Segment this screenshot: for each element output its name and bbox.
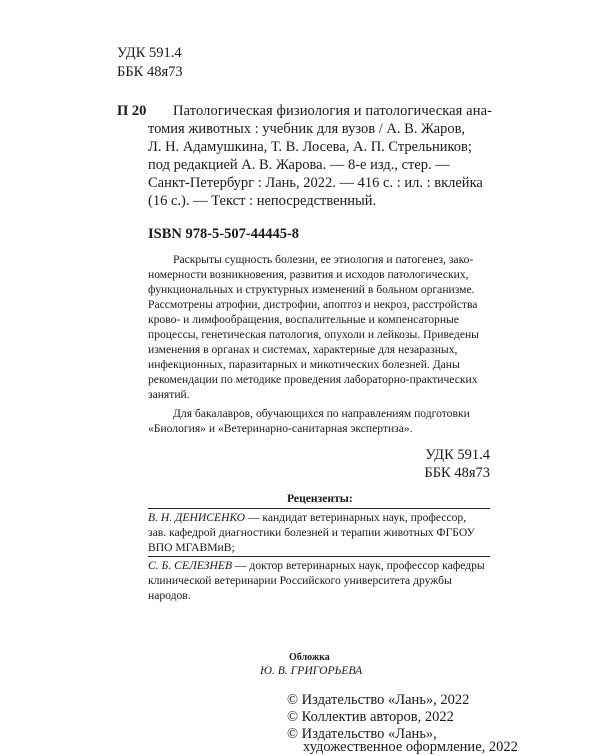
bbk-top: ББК 48я73 bbox=[117, 64, 183, 80]
annotation-line: занятий. bbox=[148, 388, 190, 401]
divider-middle bbox=[148, 556, 490, 557]
reviewer-2-line: народов. bbox=[148, 589, 191, 602]
author-mark: П 20 bbox=[117, 103, 147, 119]
annotation-line: Рассмотрены атрофии, дистрофии, апоптоз и некроз, расстройства bbox=[148, 298, 478, 311]
reviewer-1-line: зав. кафедрой диагностики болезней и терапии животных ФГБОУ bbox=[148, 526, 475, 539]
reviewer-2-line: клинической ветеринарии Российского университета дружбы bbox=[148, 574, 452, 587]
biblio-line: под редакцией А. В. Жарова. — 8-е изд., стер. — bbox=[148, 157, 450, 173]
divider-top bbox=[148, 508, 490, 509]
copyright-line: © Издательство «Лань», 2022 bbox=[287, 692, 470, 708]
reviewer-2 bbox=[148, 559, 485, 572]
audience-line: Для бакалавров, обучающихся по направлениям подготовки bbox=[173, 407, 470, 420]
reviewer-1-line: ВПО МГАВМиВ; bbox=[148, 541, 235, 554]
bbk-bottom: ББК 48я73 bbox=[424, 465, 490, 481]
reviewer-2-name: С. Б. СЕЛЕЗНЕВ bbox=[148, 559, 233, 572]
reviewer-2-desc: — доктор ветеринарных наук, профессор кафедры bbox=[232, 559, 485, 572]
cover-label: Обложка bbox=[289, 652, 330, 663]
copyright-line: художественное оформление, 2022 bbox=[303, 739, 518, 755]
biblio-line: Патологическая физиология и патологическая ана- bbox=[173, 103, 493, 119]
annotation-line: крово- и лимфообращения, воспалительные и компенсаторные bbox=[148, 313, 459, 326]
biblio-line: (16 с.). — Текст : непосредственный. bbox=[148, 193, 377, 209]
copyright-line: © Издательство «Лань», bbox=[287, 726, 437, 742]
reviewer-1 bbox=[148, 511, 466, 524]
annotation-line: рекомендации по методике проведения лабораторно-практических bbox=[148, 373, 478, 386]
biblio-line: Л. Н. Адамушкина, Т. В. Лосева, А. П. Стрельников; bbox=[148, 139, 472, 155]
udk-top: УДК 591.4 bbox=[117, 45, 182, 61]
annotation-line: Раскрыты сущность болезни, ее этиология и патогенез, зако- bbox=[173, 253, 474, 266]
annotation-line: функциональных и структурных изменений в больном организме. bbox=[148, 283, 475, 296]
reviewers-heading: Рецензенты: bbox=[287, 492, 353, 505]
reviewer-1-desc: — кандидат ветеринарных наук, профессор, bbox=[244, 511, 467, 524]
biblio-line: томия животных : учебник для вузов / А. В. Жаров, bbox=[148, 121, 466, 137]
annotation-line: инфекционных, паразитарных и микотических болезней. Даны bbox=[148, 358, 460, 371]
cover-designer: Ю. В. ГРИГОРЬЕВА bbox=[260, 664, 363, 677]
copyright-line: © Коллектив авторов, 2022 bbox=[287, 709, 454, 725]
biblio-line: Санкт-Петербург : Лань, 2022. — 416 с. : ил. : вклейка bbox=[148, 175, 483, 191]
isbn: ISBN 978-5-507-44445-8 bbox=[148, 226, 300, 242]
audience-line: «Биология» и «Ветеринарно-санитарная экспертиза». bbox=[148, 422, 413, 435]
udk-bottom: УДК 591.4 bbox=[425, 447, 490, 463]
annotation-line: процессы, генетическая патология, опухоли и лейкозы. Приведены bbox=[148, 328, 479, 341]
annotation-line: изменения в органах и системах, характерные для незаразных, bbox=[148, 343, 458, 356]
annotation-line: номерности возникновения, развития и исходов патологических, bbox=[148, 268, 469, 281]
reviewer-1-name: В. Н. ДЕНИСЕНКО bbox=[148, 511, 245, 524]
